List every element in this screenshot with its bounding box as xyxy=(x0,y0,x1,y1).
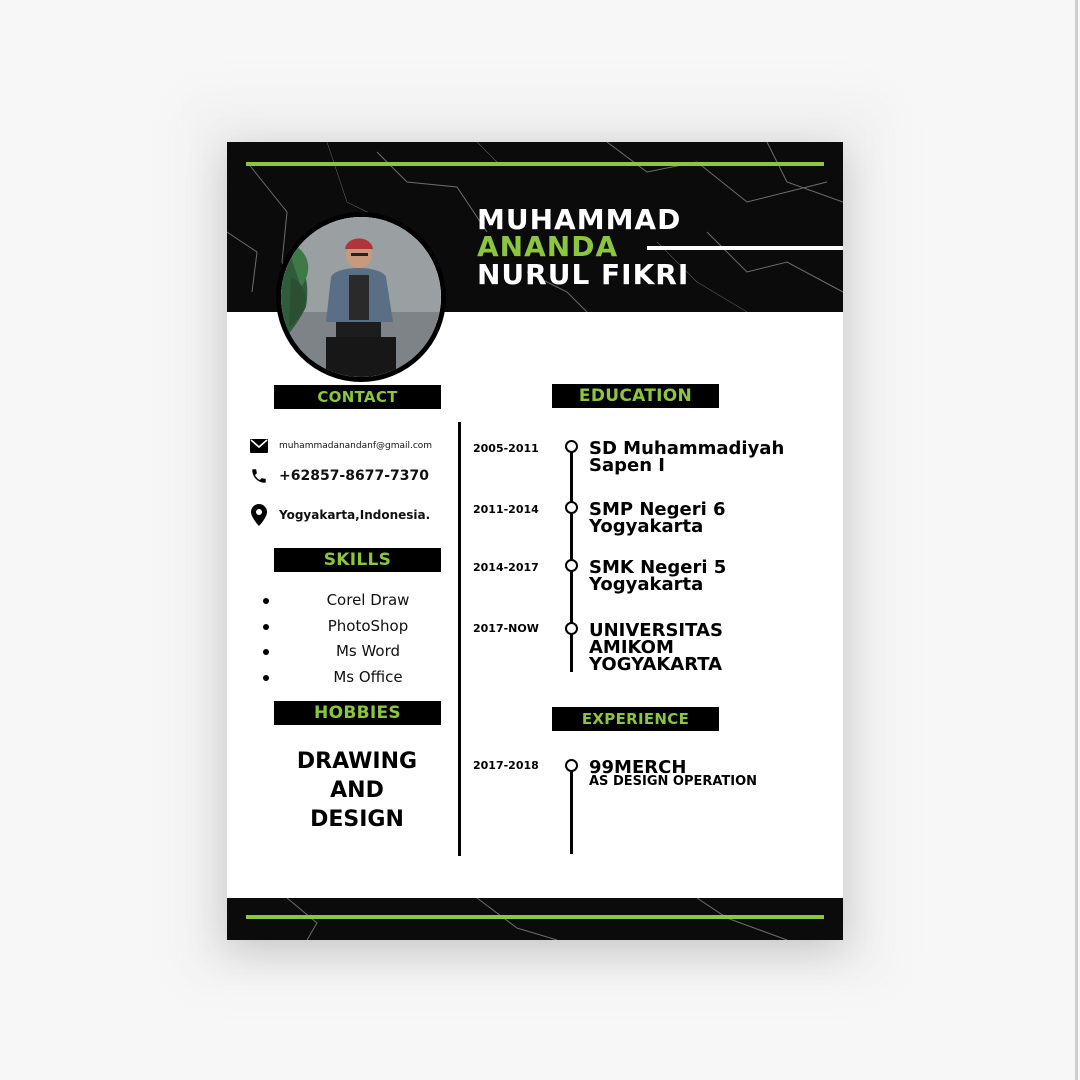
contact-email-row[interactable] xyxy=(249,436,432,456)
education-years: 2011-2014 xyxy=(473,503,539,516)
list-item: Corel Draw xyxy=(257,588,437,614)
phone-text: +62857-8677-7370 xyxy=(279,468,429,484)
person-illustration xyxy=(281,217,441,377)
frame-edge xyxy=(1075,0,1078,1080)
timeline-node-icon xyxy=(565,559,578,572)
education-line-3: YOGYAKARTA xyxy=(589,654,723,675)
education-heading: EDUCATION xyxy=(552,384,719,408)
education-years: 2014-2017 xyxy=(473,561,539,574)
footer-band xyxy=(227,898,843,940)
location-pin-icon xyxy=(249,505,269,525)
hobbies-text xyxy=(257,747,457,834)
location-text: Yogyakarta,Indonesia. xyxy=(279,508,431,522)
contact-heading: CONTACT xyxy=(274,385,441,409)
education-line-1: SMK Negeri 5 xyxy=(589,557,727,578)
bullet-icon xyxy=(263,624,269,630)
profile-photo-image xyxy=(281,217,441,377)
education-timeline xyxy=(570,444,573,672)
email-text: muhammadanandanf@gmail.com xyxy=(279,441,433,451)
timeline-node-icon xyxy=(565,440,578,453)
education-years: 2017-NOW xyxy=(473,622,539,635)
resume-card xyxy=(227,142,843,940)
name-line-1: MUHAMMAD xyxy=(477,203,682,236)
experience-heading: EXPERIENCE xyxy=(552,707,719,731)
education-line-2: Yogyakarta xyxy=(589,574,704,595)
marble-veins xyxy=(227,898,843,940)
name-line-3: NURUL FIKRI xyxy=(477,258,690,291)
hobbies-heading: HOBBIES xyxy=(274,701,441,725)
hobby-line-3: DESIGN xyxy=(310,807,404,832)
experience-role: AS DESIGN OPERATION xyxy=(589,774,758,789)
experience-timeline xyxy=(570,762,573,854)
bullet-icon xyxy=(263,598,269,604)
timeline-node-icon xyxy=(565,501,578,514)
bullet-icon xyxy=(263,649,269,655)
education-line-1: UNIVERSITAS xyxy=(589,620,723,641)
skills-heading: SKILLS xyxy=(274,548,441,572)
education-line-1: SD Muhammadiyah xyxy=(589,438,785,459)
list-item: Ms Word xyxy=(257,639,437,665)
education-line-1: SMP Negeri 6 xyxy=(589,499,726,520)
education-years: 2005-2011 xyxy=(473,442,539,455)
education-line-2: Yogyakarta xyxy=(589,516,704,537)
education-line-2: AMIKOM xyxy=(589,637,674,658)
hobby-line-1: DRAWING xyxy=(296,749,418,774)
bullet-icon xyxy=(263,675,269,681)
profile-photo xyxy=(276,212,446,382)
footer-accent-line xyxy=(246,915,824,919)
name-line-2: ANANDA xyxy=(477,230,619,263)
hobby-line-2: AND xyxy=(330,778,384,803)
timeline-node-icon xyxy=(565,759,578,772)
header-accent-line xyxy=(246,162,824,166)
column-divider xyxy=(458,422,461,856)
experience-years: 2017-2018 xyxy=(473,759,539,772)
list-item: PhotoShop xyxy=(257,614,437,640)
skills-list xyxy=(257,588,437,690)
contact-phone-row[interactable] xyxy=(249,466,429,486)
list-item: Ms Office xyxy=(257,665,437,691)
education-line-2: Sapen I xyxy=(589,455,665,476)
name-rule xyxy=(647,246,843,250)
contact-location-row[interactable] xyxy=(249,505,430,525)
experience-title: 99MERCH xyxy=(589,757,687,778)
timeline-node-icon xyxy=(565,622,578,635)
phone-icon xyxy=(249,466,269,486)
envelope-icon xyxy=(249,436,269,456)
